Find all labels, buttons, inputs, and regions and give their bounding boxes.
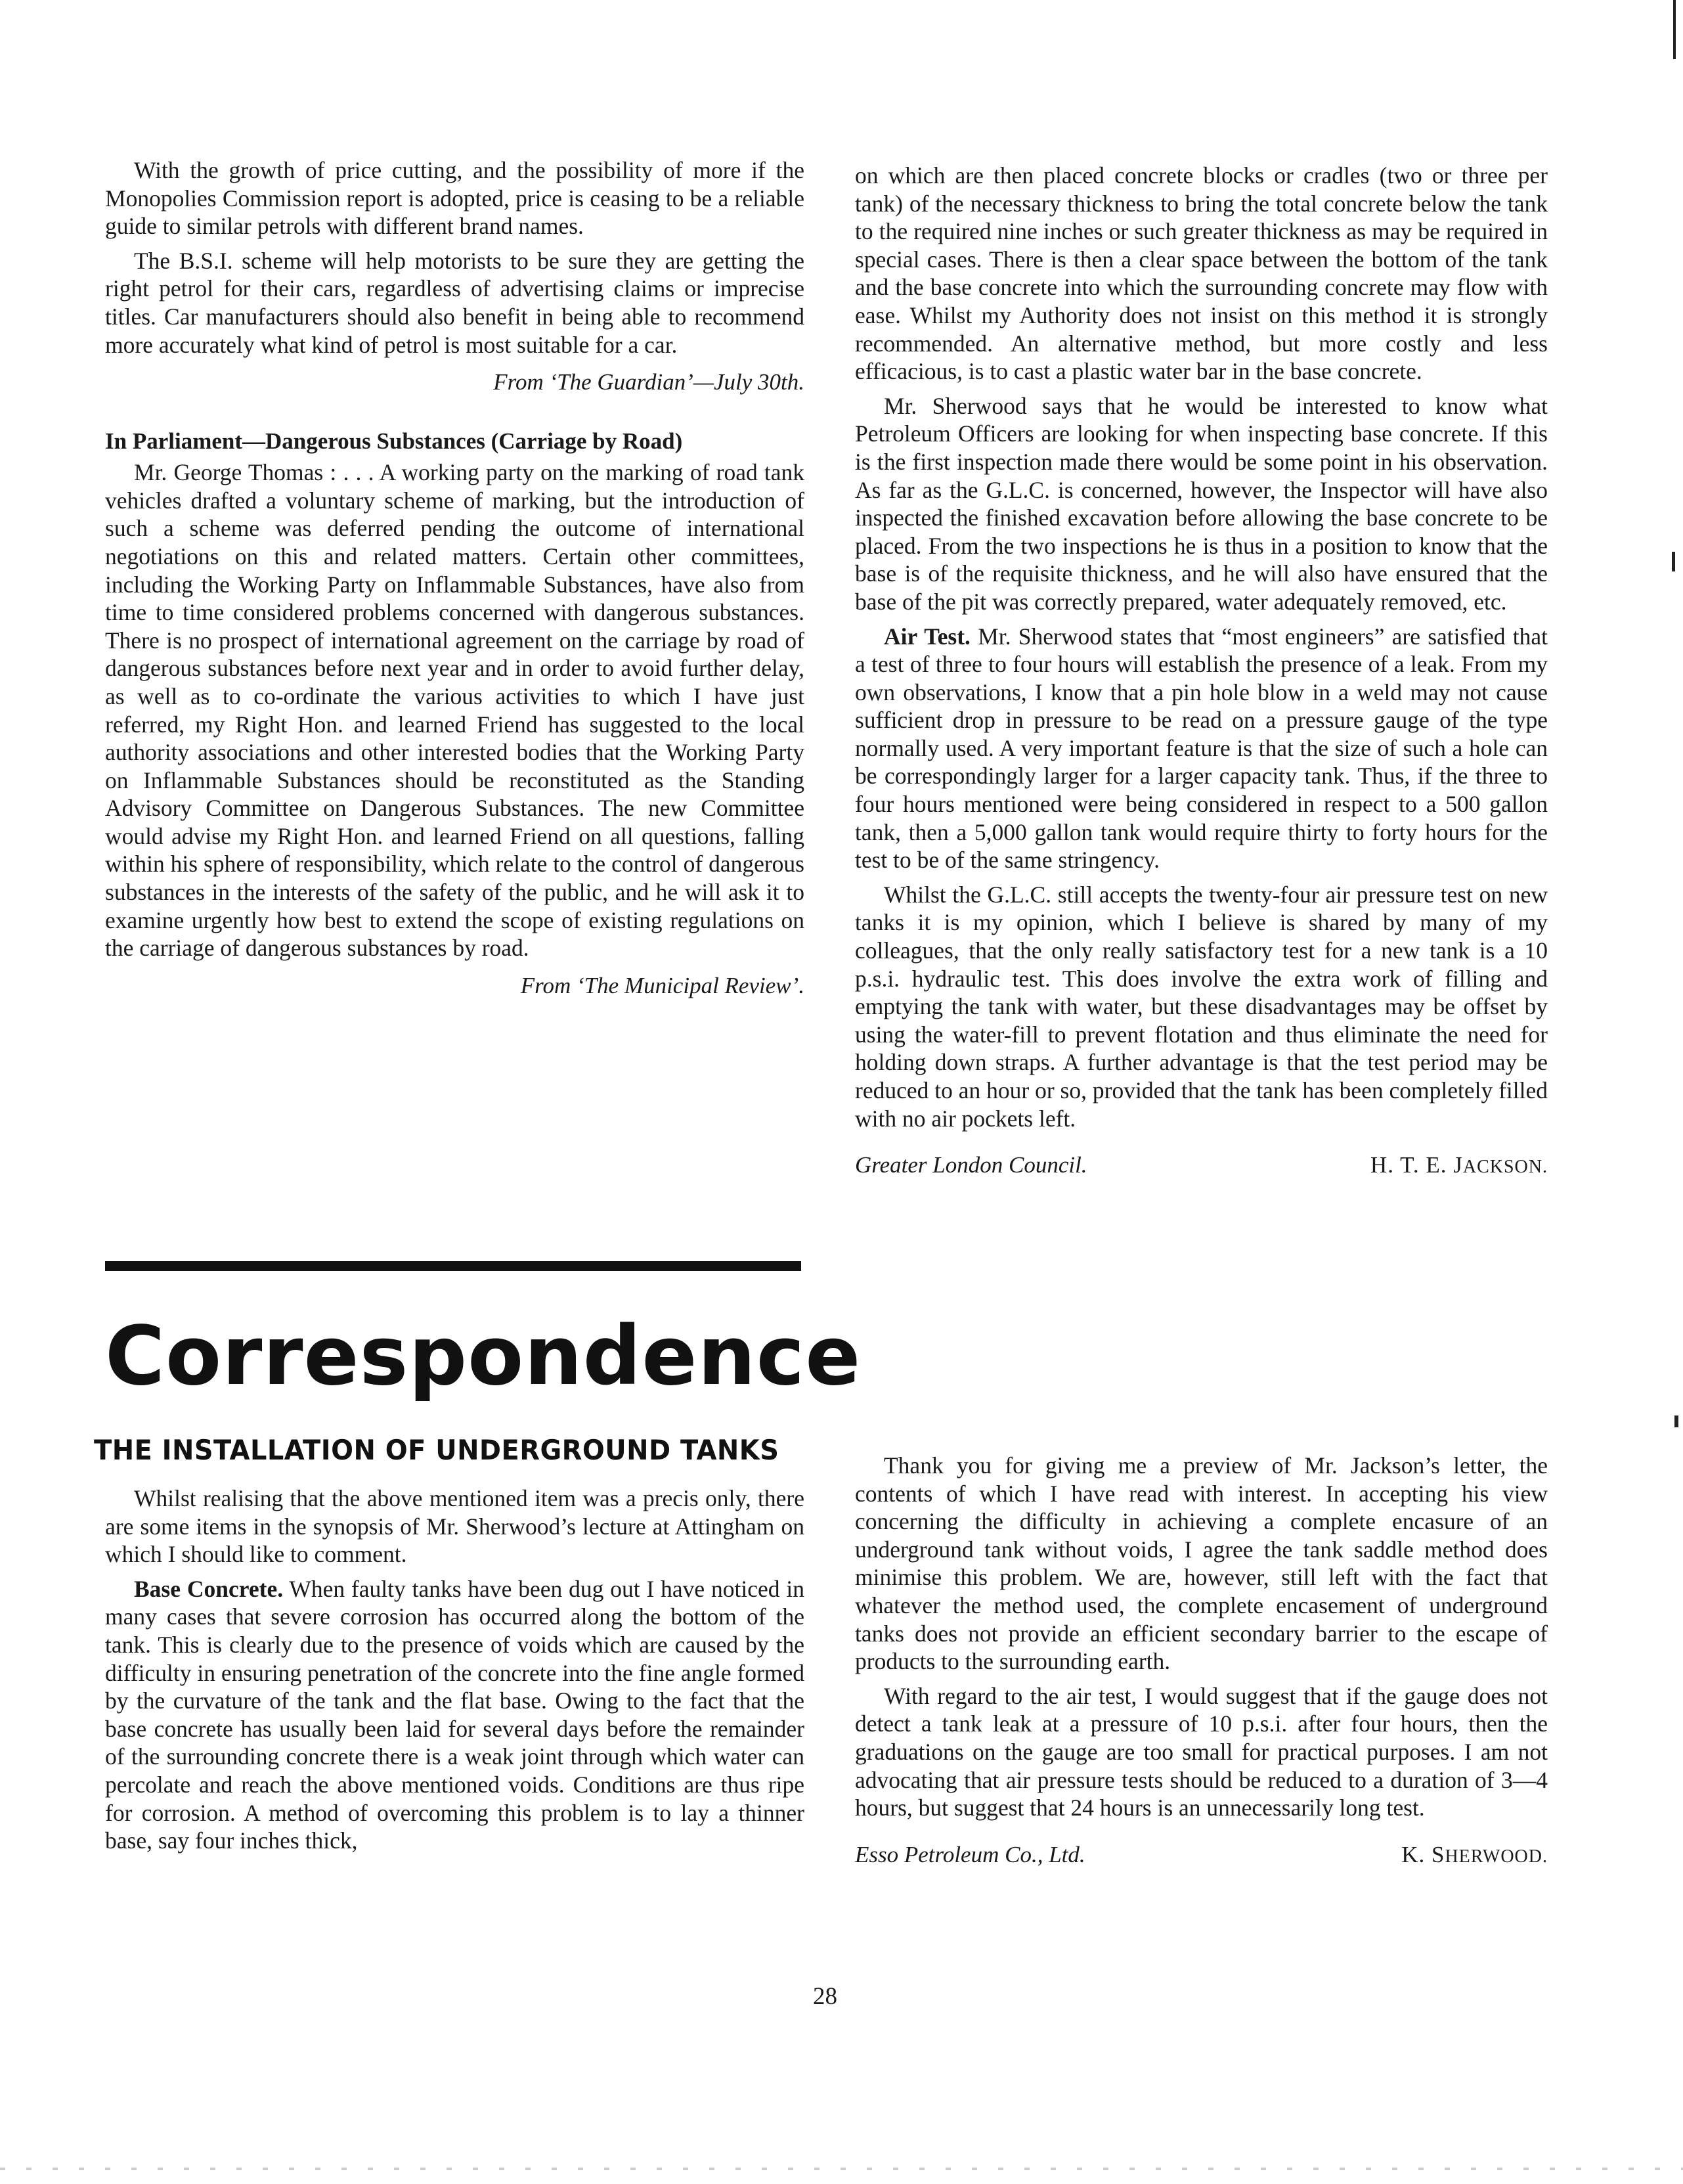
sherwood-signoff-name: K. SHERWOOD.: [1401, 1841, 1548, 1867]
jackson-signoff-name: H. T. E. JACKSON.: [1370, 1152, 1548, 1178]
parliament-heading: In Parliament—Dangerous Substances (Carriage by Road): [105, 428, 683, 455]
base-concrete-paragraph: [105, 1575, 804, 1855]
base-concrete-label: Base Concrete.: [134, 1575, 284, 1602]
hydraulic-test-paragraph: Whilst the G.L.C. still accepts the twenty-four air pressure test on new tanks it is my opinion, which I believe is shared by many of my colleagues, that the only really satisfactory test for a new tank is a 10 p.s.i. hydraulic test. This does involve the extra work of filling and emptying the tank with water, but these disadvantages may be offset by using the water-fill to prevent flotation and thus eliminate the need for holding down straps. A further advantage is that the test period may be reduced to an hour or so, provided that the tank has been completely filled with no air pockets left.: [855, 881, 1548, 1132]
air-test-label: Air Test.: [884, 623, 971, 650]
jackson-signoff: [855, 1151, 1548, 1182]
correspondence-intro: Whilst realising that the above mentioned item was a precis only, there are some items in the synopsis of Mr. Sherwood’s lecture at Attingham on which I should like to comment.: [105, 1485, 804, 1568]
base-concrete-continuation: on which are then placed concrete blocks or cradles (two or three per tank) of the necessary thickness to bring the total concrete below the tank to the required nine inches or such greater thickness as may be required in special cases. There is then a clear space between the bottom of the tank and the base concrete into which the surrounding concrete may flow with ease. Whilst my Authority does not insist on this method it is strongly recommended. An alternative method, but more costly and less efficacious, is to cast a plastic water bar in the base concrete.: [855, 162, 1548, 385]
reply-paragraph-1: Thank you for giving me a preview of Mr. Jackson’s letter, the contents of which I have read with interest. In accepting his view concerning the difficulty in achieving a complete encasure of an underground tank without voids, I agree the tank saddle method does minimise this problem. We are, however, still left with the fact that whatever the method used, the complete encasement of underground tanks does not provide an efficient secondary barrier to the escape of products to the surrounding earth.: [855, 1452, 1548, 1675]
correspondence-left-body: [105, 1484, 804, 1861]
parliament-paragraph: Mr. George Thomas : . . . A working party on the marking of road tank vehicles drafted a voluntary scheme of marking, but the introduction of such a scheme was deferred pending the outcome of international negotiations on this and related matters. Certain other committees, including the Working Party on Inflammable Substances, have also from time to time considered problems concerned with dangerous substances. There is no prospect of international agreement on the carriage by road of dangerous substances before next year and in order to avoid further delay, as well as to co-ordinate the various activities to which I have just referred, my Right Hon. and learned Friend has suggested to the local authority associations and other interested bodies that the Working Party on Inflammable Substances should be reconstituted as the Standing Advisory Committee on Dangerous Substances. The new Committee would advise my Right Hon. and learned Friend on all questions, falling within his sphere of responsibility, which relate to the control of dangerous substances in the interests of the safety of the public, and he will ask it to examine urgently how best to extend the scope of existing regulations on the carriage of dangerous substances by road.: [105, 459, 804, 962]
glc-signoff-org: Greater London Council.: [855, 1152, 1087, 1178]
sherwood-reply: [855, 1452, 1548, 1871]
reply-paragraph-2: With regard to the air test, I would suggest that if the gauge does not detect a tank leak at a pressure of 10 p.s.i. after four hours, then the graduations on the gauge are too small for practical purposes. I am not advocating that air pressure tests should be reduced to a duration of 3—4 hours, but suggest that 24 hours is an unnecessarily long test.: [855, 1682, 1548, 1821]
municipal-review-attribution: From ‘The Municipal Review’.: [520, 972, 804, 998]
page-number: 28: [813, 1983, 837, 2010]
correspondence-title: Correspondence: [105, 1309, 862, 1404]
price-cutting-paragraph: With the growth of price cutting, and the possibility of more if the Monopolies Commission report is adopted, price is ceasing to be a reliable guide to similar petrols with different brand names.: [105, 157, 804, 240]
air-test-paragraph: [855, 623, 1548, 874]
scan-edge-mark: [1674, 1415, 1678, 1427]
scan-bottom-dots: [0, 2168, 1683, 2170]
inspection-paragraph: Mr. Sherwood says that he would be interested to know what Petroleum Officers are looking for when inspecting base concrete. If this is the first inspection made there would be some point in his observation. As far as the G.L.C. is concerned, however, the Inspector will have also inspected the finished excavation before allowing the base concrete to be placed. From the two inspections he is thus in a position to know that the base is of the requisite thickness, and he will also have ensured that the base of the pit was correctly prepared, water adequately removed, etc.: [855, 392, 1548, 615]
section-divider-rule: [105, 1261, 801, 1271]
guardian-attribution: From ‘The Guardian’—July 30th.: [493, 369, 804, 395]
right-column: [855, 162, 1548, 1182]
air-test-text: Mr. Sherwood states that “most engineers” are satisfied that a test of three to four hours will establish the presence of a leak. From my own observations, I know that a pin hole blow in a weld may not cause sufficient drop in pressure to be read on a pressure gauge of the type normally used. A very important feature is that the size of such a hole can be correspondingly larger for a larger capacity tank. Thus, if the three to four hours mentioned were being considered in respect to a 500 gallon tank, then a 5,000 gallon tank would require thirty to forty hours for the test to be of the same stringency.: [855, 623, 1548, 874]
left-column: [105, 156, 804, 1016]
underground-tanks-subtitle: THE INSTALLATION OF UNDERGROUND TANKS: [94, 1434, 779, 1466]
sherwood-signoff: [855, 1840, 1548, 1871]
scan-edge-mark: [1673, 0, 1676, 59]
scan-edge-mark: [1672, 552, 1675, 571]
esso-signoff-org: Esso Petroleum Co., Ltd.: [855, 1841, 1085, 1867]
bsi-scheme-paragraph: The B.S.I. scheme will help motorists to be sure they are getting the right petrol for their cars, regardless of advertising claims or imprecise titles. Car manufacturers should also benefit in being able to recommend more accurately what kind of petrol is most suitable for a car.: [105, 247, 804, 358]
base-concrete-text: When faulty tanks have been dug out I have noticed in many cases that severe corrosion has occurred along the bottom of the tank. This is clearly due to the presence of voids which are caused by the difficulty in ensuring penetration of the concrete into the fine angle formed by the curvature of the tank and the flat base. Owing to the fact that the base concrete has usually been laid for several days before the remainder of the surrounding concrete there is a weak joint through which water can percolate and reach the above mentioned voids. Conditions are thus ripe for corrosion. A method of overcoming this problem is to lay a thinner base, say four inches thick,: [105, 1575, 804, 1854]
